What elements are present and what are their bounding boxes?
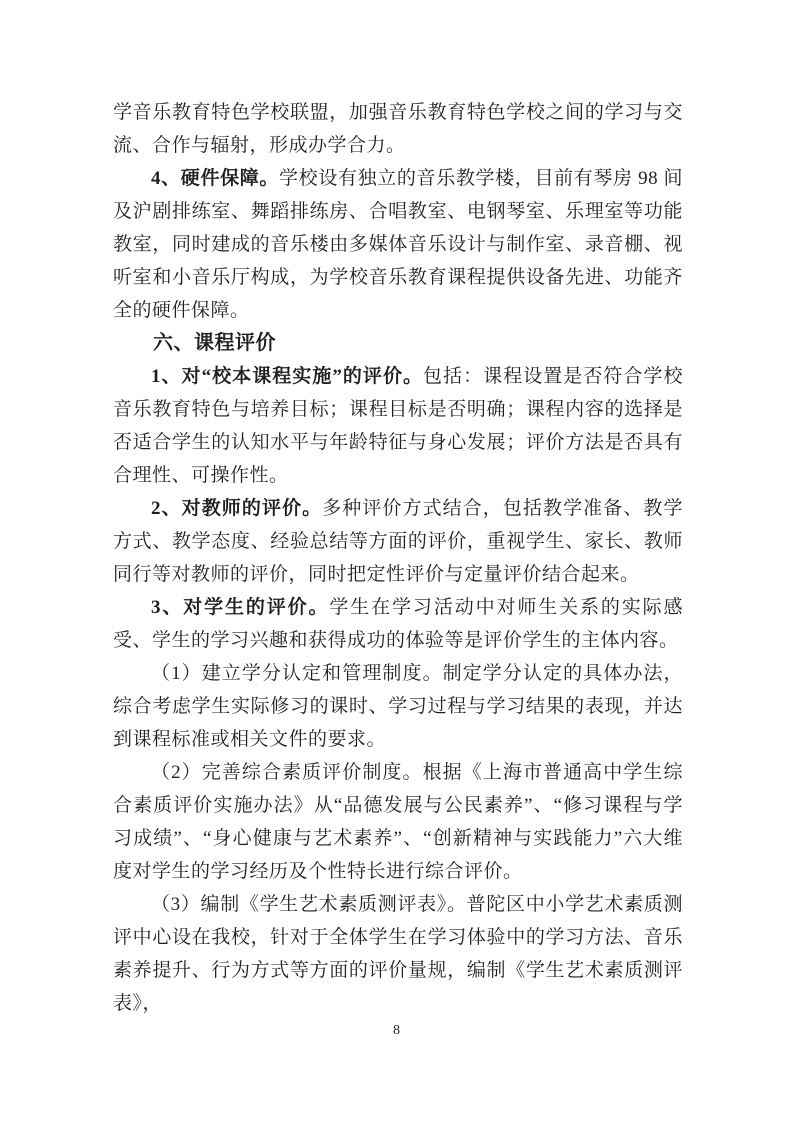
paragraph (113, 591, 683, 657)
paragraph (113, 360, 683, 492)
section-heading-text: 六、课程评价 (153, 332, 276, 354)
paragraph-lead: 3、对学生的评价。 (151, 597, 330, 618)
paragraph-text: 学校设有独立的音乐教学楼，目前有琴房 98 间及沪剧排练室、舞蹈排练房、合唱教室、电钢琴室、乐理室等功能教室，同时建成的音乐楼由多媒体音乐设计与制作室、录音棚、视听室和小音乐厅构成，为学校音乐教育课程提供设备先进、功能齐全的硬件保障。 (113, 168, 683, 321)
paragraph-lead: 2、对教师的评价。 (151, 498, 323, 519)
paragraph (113, 162, 683, 327)
paragraph (113, 756, 683, 888)
section-heading (113, 327, 683, 360)
paragraph-text: 学生在学习活动中对师生关系的实际感受、学生的学习兴趣和获得成功的体验等是评价学生的主体内容。 (113, 597, 683, 651)
paragraph-text: （1）建立学分认定和管理制度。制定学分认定的具体办法，综合考虑学生实际修习的课时、学习过程与学习结果的表现，并达到课程标准或相关文件的要求。 (113, 663, 683, 750)
paragraph (113, 96, 683, 162)
paragraph (113, 888, 683, 1020)
page-number: 8 (393, 1023, 400, 1038)
paragraph-text: （3）编制《学生艺术素质测评表》。普陀区中小学艺术素质测评中心设在我校，针对于全体学生在学习体验中的学习方法、音乐素养提升、行为方式等方面的评价量规，编制《学生艺术素质测评表》， (113, 894, 683, 1014)
paragraph-text: 包括：课程设置是否符合学校音乐教育特色与培养目标；课程目标是否明确；课程内容的选择是否适合学生的认知水平与年龄特征与身心发展；评价方法是否具有合理性、可操作性。 (113, 366, 683, 486)
paragraph-lead: 4、硬件保障。 (151, 168, 280, 189)
page-footer (0, 1022, 793, 1040)
paragraph-text: 多种评价方式结合，包括教学准备、教学方式、教学态度、经验总结等方面的评价，重视学生、家长、教师同行等对教师的评价，同时把定性评价与定量评价结合起来。 (113, 498, 683, 585)
paragraph (113, 657, 683, 756)
paragraph-text: 学音乐教育特色学校联盟，加强音乐教育特色学校之间的学习与交流、合作与辐射，形成办学合力。 (113, 102, 683, 156)
paragraph (113, 492, 683, 591)
paragraph-text: （2）完善综合素质评价制度。根据《上海市普通高中学生综合素质评价实施办法》从“品德发展与公民素养”、“修习课程与学习成绩”、“身心健康与艺术素养”、“创新精神与实践能力”六大维度对学生的学习经历及个性特长进行综合评价。 (113, 762, 683, 882)
paragraph-lead: 1、对“校本课程实施”的评价。 (151, 366, 424, 387)
document-content (113, 96, 683, 1020)
